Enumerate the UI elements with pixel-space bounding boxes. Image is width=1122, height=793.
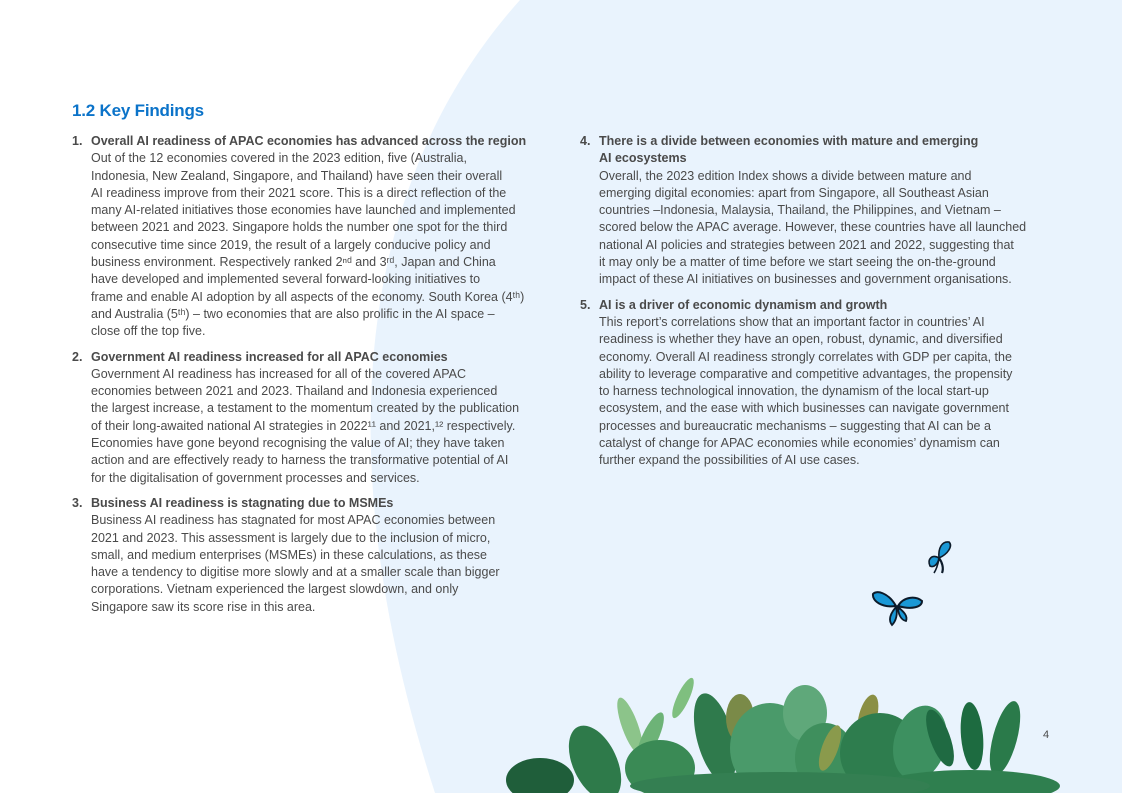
finding-body-line: scored below the APAC average. However, these countries have all launched [599, 220, 1027, 235]
finding-body-line: readiness is whether they have an open, robust, dynamic, and diversified [599, 332, 1003, 347]
finding-number: 5. [580, 297, 591, 312]
finding-body-line: and Australia (5ᵗʰ) – two economies that are also prolific in the AI space – [91, 306, 495, 321]
finding-content [599, 133, 1040, 289]
finding-body-line: Overall, the 2023 edition Index shows a divide between mature and [599, 168, 972, 183]
finding-body-line: for the digitalisation of government processes and services. [91, 470, 420, 485]
finding-body-line: to harness technological innovation, the dynamism of the local start-up [599, 384, 989, 399]
finding-body-line: it may only be a matter of time before we start seeing the on-the-ground [599, 255, 996, 270]
finding-body-line: the largest increase, a testament to the momentum created by the publication [91, 401, 520, 416]
finding-body-line: AI readiness improve from their 2021 score. This is a direct reflection of the [91, 185, 507, 200]
finding-body-line: between 2021 and 2023. Singapore holds the number one spot for the third [91, 220, 508, 235]
finding-content [91, 133, 542, 341]
finding-body-line: have a tendency to digitise more slowly and at a smaller scale than bigger [91, 565, 500, 580]
finding-body-line: of their long-awaited national AI strategies in 2022¹¹ and 2021,¹² respectively. [91, 418, 516, 433]
finding-number: 1. [72, 134, 83, 148]
finding-body-line: Government AI readiness has increased for all of the covered APAC [91, 366, 466, 381]
finding-body-line: processes and bureaucratic mechanisms – suggesting that AI can be a [599, 418, 991, 433]
butterfly-icon [870, 588, 926, 628]
finding-content [91, 495, 542, 616]
finding-body-line: corporations. Vietnam experienced the largest slowdown, and only [91, 582, 459, 597]
finding-body-line: many AI-related initiatives those economies have launched and implemented [91, 203, 516, 218]
finding-body-line: action and are effectively ready to harness the transformative potential of AI [91, 453, 509, 468]
finding-title: AI is a driver of economic dynamism and growth [599, 297, 888, 312]
finding-body-line: countries –Indonesia, Malaysia, Thailand, the Philippines, and Vietnam – [599, 203, 1001, 218]
finding-item [72, 495, 542, 616]
finding-body-line: economy. Overall AI readiness strongly correlates with GDP per capita, the [599, 349, 1012, 364]
butterfly-icon [922, 540, 956, 576]
findings-left-column [72, 133, 542, 624]
finding-body-line: Business AI readiness has stagnated for most APAC economies between [91, 513, 496, 528]
finding-title: There is a divide between economies with mature and emerging [599, 134, 979, 148]
finding-body-line: impact of these AI initiatives on businesses and government organisations. [599, 272, 1012, 287]
finding-title: Overall AI readiness of APAC economies has advanced across the region [91, 134, 527, 148]
finding-item [72, 133, 542, 341]
finding-body-line: emerging digital economies: apart from Singapore, all Southeast Asian [599, 185, 989, 200]
finding-body-line: national AI policies and strategies between 2021 and 2022, suggesting that [599, 237, 1014, 252]
foliage-illustration [500, 668, 1070, 793]
finding-body-line: ability to leverage comparative and competitive advantages, the propensity [599, 366, 1013, 381]
finding-title: Business AI readiness is stagnating due to MSMEs [91, 495, 394, 510]
finding-item [580, 133, 1040, 289]
finding-body-line: 2021 and 2023. This assessment is largely due to the inclusion of micro, [91, 530, 491, 545]
finding-body-line: catalyst of change for APAC economies while economies’ dynamism can [599, 436, 1000, 451]
finding-body-line: have developed and implemented several forward-looking initiatives to [91, 272, 481, 287]
finding-body-line: Singapore saw its score rise in this area. [91, 599, 316, 614]
finding-item [580, 297, 1040, 470]
finding-body-line: further expand the possibilities of AI use cases. [599, 453, 860, 468]
finding-body-line: This report’s correlations show that an important factor in countries’ AI [599, 314, 985, 329]
page-number: 4 [1043, 729, 1050, 741]
finding-body-line: ecosystem, and the ease with which businesses can navigate government [599, 401, 1009, 416]
finding-number: 2. [72, 349, 83, 364]
finding-body-line: business environment. Respectively ranked 2ⁿᵈ and 3ʳᵈ, Japan and China [91, 255, 496, 270]
finding-body-line: Indonesia, New Zealand, Singapore, and Thailand) have seen their overall [91, 168, 503, 183]
finding-number: 4. [580, 134, 591, 148]
section-heading: 1.2 Key Findings [72, 101, 204, 120]
finding-body-line: small, and medium enterprises (MSMEs) in these calculations, as these [91, 547, 487, 562]
finding-title: Government AI readiness increased for all APAC economies [91, 349, 448, 364]
finding-title: AI ecosystems [599, 151, 687, 166]
finding-body-line: Out of the 12 economies covered in the 2023 edition, five (Australia, [91, 151, 467, 166]
finding-item [72, 349, 542, 487]
findings-right-column [580, 133, 1040, 478]
finding-body-line: consecutive time since 2019, the result of a largely conducive policy and [91, 237, 491, 252]
finding-content [599, 297, 1040, 470]
finding-body-line: economies between 2021 and 2023. Thailand and Indonesia experienced [91, 384, 498, 399]
finding-body-line: close off the top five. [91, 324, 206, 339]
finding-body-line: frame and enable AI adoption by all aspects of the economy. South Korea (4ᵗʰ) [91, 289, 525, 304]
finding-body-line: Economies have gone beyond recognising the value of AI; they have taken [91, 436, 505, 451]
finding-content [91, 349, 542, 487]
finding-number: 3. [72, 495, 83, 510]
